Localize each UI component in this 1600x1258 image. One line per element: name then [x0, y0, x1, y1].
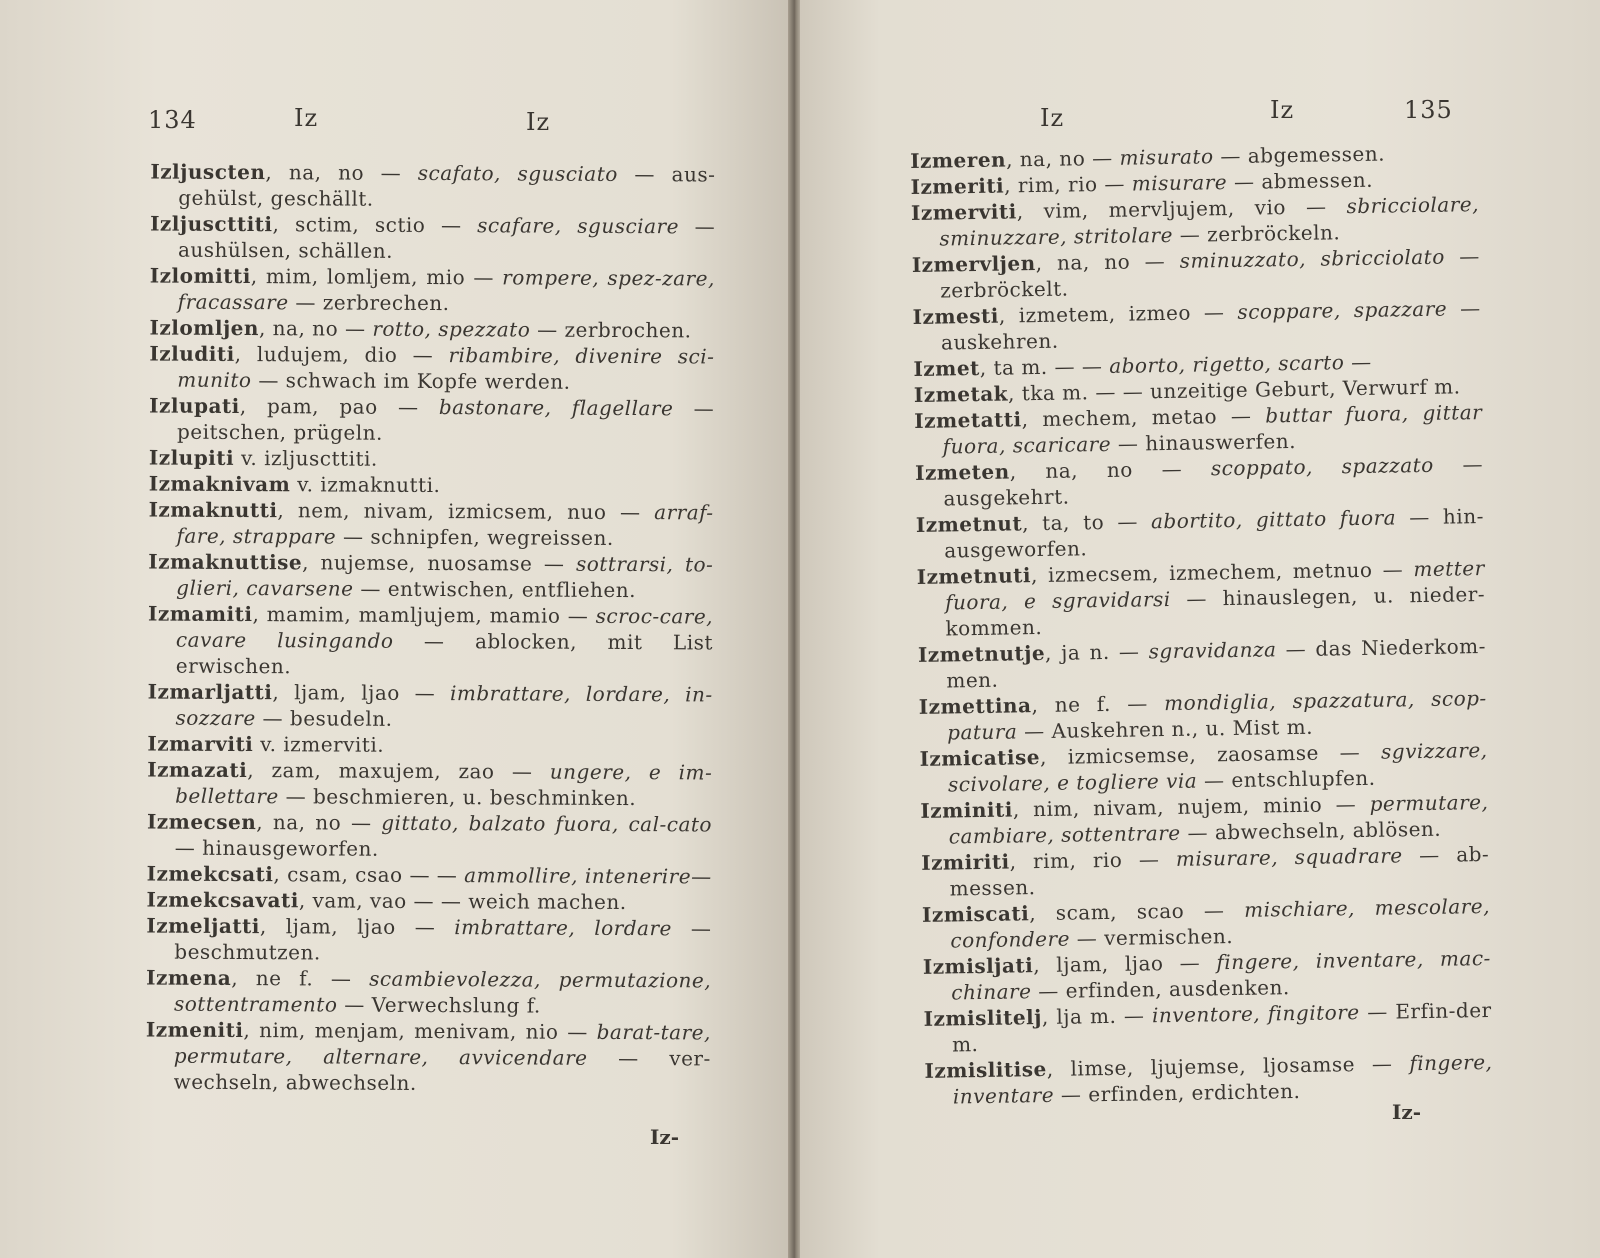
dictionary-entry — [146, 913, 711, 968]
entry-italian: ribambire, divenire sci-munito — [177, 343, 715, 393]
entry-italian: sminuzzato, sbricciolato — [1179, 244, 1445, 273]
entry-dash — [425, 213, 477, 237]
entry-forms: , izmetem, izmeo — [998, 300, 1192, 328]
dictionary-entry — [147, 809, 712, 864]
entry-dash — [465, 265, 502, 289]
entry-italian: scambievolezza, permutazione, sottentramento — [173, 966, 712, 1017]
entry-italian: arraf-fare, strappare — [176, 500, 714, 549]
entry-lemma: Izmiriti — [921, 849, 1010, 875]
entry-dash — [1116, 379, 1151, 404]
entry-italian: aborto, rigetto, scarto — — [1109, 349, 1372, 378]
running-head-left: Iz — [294, 104, 319, 132]
entry-german: besudeln. — [289, 706, 393, 731]
entry-dash — [256, 706, 290, 730]
entry-lemma: Izmekcsavati — [146, 887, 299, 913]
entry-german: entwischen, entfliehen. — [387, 576, 637, 603]
entry-dash — [1133, 456, 1212, 481]
entry-dash — [532, 552, 576, 576]
entry-forms: , na, no — [265, 160, 365, 185]
entry-forms: , nujemse, nuosamse — [302, 550, 533, 576]
running-head-right: Iz — [526, 108, 551, 136]
entry-italian: inventore, fingitore — [1151, 1000, 1360, 1028]
dictionary-entry — [148, 601, 713, 682]
entry-lemma: Izmeljatti — [146, 913, 260, 939]
entry-forms: , mim, lomljem, mio — [250, 264, 466, 290]
entry-italian: fingere, inventare, mac-chinare — [951, 945, 1491, 1005]
entry-dash — [1173, 222, 1208, 247]
entry-german: ablocken, mit List erwischen. — [175, 629, 713, 679]
entry-italian: metter fuora, e sgravidarsi — [944, 556, 1485, 615]
entry-german: das Niederkom-men. — [946, 634, 1487, 693]
entry-forms: , nem, nivam, izmicsem, nuo — [277, 498, 607, 524]
entry-german: peitschen, prügeln. — [176, 419, 383, 445]
entry-lemma: Izmervljen — [911, 251, 1036, 277]
entry-forms: , mechem, metao — [1021, 404, 1218, 432]
entry-forms: , mamim, mamljujem, mamio — [252, 602, 561, 628]
page-number: 134 — [148, 106, 197, 134]
entry-forms: , rim, rio — [1009, 847, 1123, 874]
entry-italian: gittato, balzato fuora, cal-cato — [381, 810, 713, 837]
entry-lemma: Izmislitelj — [923, 1005, 1043, 1031]
entry-italian: sgravidanza — [1148, 637, 1277, 664]
dictionary-entry — [148, 549, 713, 604]
entry-italian: rotto, spezzato — [372, 316, 531, 342]
entry-dash — [400, 681, 450, 705]
entry-german: zerbrochen. — [564, 317, 692, 343]
entry-lemma: Izmiscati — [921, 901, 1030, 927]
entry-italian: bastonare, flagellare — [438, 395, 674, 421]
entry-lemma: Izmeriti — [910, 173, 1005, 199]
dictionary-entry — [147, 861, 712, 890]
entry-forms: v. izmerviti. — [260, 732, 385, 757]
entry-forms: , sctim, sctio — [272, 212, 426, 237]
entry-german: hin-ausgeworfen. — [944, 504, 1485, 563]
right-page — [800, 0, 1600, 1258]
entry-lemma: Izmarljatti — [147, 679, 273, 705]
entry-italian: ammollire, intenerire— — [464, 863, 712, 889]
entry-forms: , csam, csao — — [273, 862, 431, 888]
entry-dash — [1217, 403, 1266, 428]
entry-german: erfinden, erdichten. — [1088, 1078, 1301, 1107]
entry-dash — [1213, 144, 1248, 169]
entry-forms: , vim, mervljujem, vio — [1016, 195, 1287, 224]
dictionary-entry — [149, 445, 714, 474]
dictionary-entry — [922, 893, 1491, 954]
entry-forms: , rim, rio — [1003, 172, 1098, 198]
entry-dash — [1122, 847, 1176, 872]
entry-german: entschlupfen. — [1231, 765, 1376, 793]
entry-forms: , pam, pao — [239, 393, 378, 419]
entry-forms: , ja n. — [1044, 639, 1110, 665]
entry-lemma: Izlupiti — [148, 445, 235, 470]
entry-german: hinauswerfen. — [1145, 428, 1297, 456]
entry-dash — [672, 916, 712, 940]
entry-forms: , ljam, ljao — [1033, 951, 1164, 978]
entry-lemma: Izmesti — [912, 303, 1000, 329]
entry-list — [910, 139, 1493, 1110]
entry-dash — [364, 161, 418, 185]
dictionary-entry — [147, 731, 712, 760]
entry-forms: , ludujem, dio — [234, 341, 398, 367]
entry-german: schnipfen, wegreissen. — [370, 524, 614, 550]
entry-forms: , ta m. — — [979, 354, 1076, 380]
entry-dash — [1180, 820, 1215, 845]
dictionary-entry — [150, 263, 715, 318]
entry-dash — [1191, 300, 1238, 325]
catchword: Iz- — [1392, 1100, 1422, 1124]
entry-dash — [251, 368, 285, 392]
entry-german: hinausgeworfen. — [202, 835, 379, 861]
entry-italian: barat-tare, permutare, alternare, avvicendare — [173, 1019, 711, 1070]
entry-dash — [1445, 244, 1480, 269]
entry-dash — [1402, 843, 1456, 868]
dictionary-entry — [915, 451, 1484, 512]
dictionary-entry — [146, 965, 711, 1020]
dictionary-entry — [148, 497, 713, 552]
entry-dash — [1116, 1003, 1152, 1028]
entry-dash — [673, 396, 714, 420]
entry-lemma: Izmettina — [918, 693, 1032, 719]
entry-lemma: Izmaknivam — [148, 471, 291, 497]
entry-dash — [1097, 172, 1132, 197]
catchword: Iz- — [650, 1125, 680, 1149]
entry-lemma: Izmetatti — [914, 407, 1022, 433]
entry-german: erfinden, ausdenken. — [1065, 975, 1290, 1003]
entry-german: zerbröckelt. — [940, 276, 1069, 303]
entry-lemma: Izmet — [913, 355, 980, 381]
entry-lemma: Izmecsen — [146, 809, 257, 835]
entry-forms: , nim, nivam, nujem, minio — [1012, 792, 1323, 822]
dictionary-entry — [923, 945, 1492, 1006]
entry-dash — [1070, 926, 1105, 951]
entry-dash — [1075, 354, 1110, 379]
entry-german: Auskehren n., u. Mist m. — [1051, 714, 1314, 743]
entry-forms: , na, no — [1005, 146, 1086, 172]
entry-lemma: Izlupati — [149, 393, 240, 418]
entry-forms: , zam, maxujem, zao — [247, 758, 495, 784]
entry-italian: scafato, sgusciato — [417, 160, 618, 186]
entry-forms: , izmecsem, izmechem, metnuo — [1030, 557, 1373, 588]
entry-lemma: Izljuscten — [150, 159, 266, 185]
entry-dash — [1111, 691, 1165, 716]
entry-italian: scoppato, spazzato — [1210, 452, 1434, 481]
entry-dash — [1286, 194, 1347, 219]
dictionary-entry — [912, 243, 1481, 304]
entry-dash — [494, 759, 549, 783]
entry-lemma: Izlomljen — [149, 315, 260, 341]
page-number: 135 — [1404, 96, 1453, 124]
entry-dash — [337, 993, 371, 1017]
entry-dash — [679, 214, 715, 238]
entry-dash — [1171, 586, 1223, 611]
entry-german: abmessen. — [1261, 167, 1374, 194]
entry-dash — [530, 318, 564, 342]
entry-german: hinauslegen, u. nieder-kommen. — [945, 582, 1486, 641]
entry-dash — [289, 290, 323, 314]
running-head-left: Iz — [1040, 104, 1065, 132]
entry-forms: , na, no — [256, 810, 342, 835]
entry-german: beschmutzen. — [174, 939, 321, 965]
entry-dash — [606, 500, 654, 524]
dictionary-entry — [921, 841, 1490, 902]
entry-dash — [279, 784, 313, 808]
entry-italian: permutare, cambiare, sottentrare — [948, 789, 1489, 849]
entry-lemma: Izmetnuti — [916, 563, 1032, 589]
entry-italian: imbrattare, lordare, in-sozzare — [175, 681, 713, 731]
entry-forms: , limse, ljujemse, ljosamse — [1046, 1052, 1356, 1081]
entry-lemma: Izmeniti — [145, 1017, 244, 1043]
entry-dash — [378, 395, 439, 419]
entry-german: weich machen. — [468, 889, 627, 915]
entry-lemma: Izljuscttiti — [150, 211, 273, 237]
left-page — [0, 0, 790, 1258]
dictionary-entry — [917, 555, 1486, 642]
entry-dash — [1396, 505, 1443, 530]
entry-lemma: Izmicatise — [919, 745, 1041, 771]
entry-dash — [1276, 637, 1315, 662]
entry-german: auskehren. — [940, 328, 1059, 355]
entry-forms: , na, no — [258, 316, 339, 341]
entry-lemma: Izmerviti — [910, 199, 1017, 225]
entry-forms: , tka m. — — [1007, 379, 1117, 406]
entry-lemma: Izmaknuttise — [148, 549, 303, 575]
dictionary-entry — [149, 341, 714, 396]
entry-lemma: Izmetak — [913, 381, 1009, 407]
entry-italian: scroc-care, cavare lusingando — [175, 603, 714, 653]
entry-italian: scafare, sgusciare — [477, 213, 680, 239]
entry-dash — [1110, 639, 1149, 664]
dictionary-entry — [149, 393, 714, 448]
entry-italian: sbricciolare, sminuzzare, stritolare — [939, 192, 1480, 251]
entry-dash — [1359, 999, 1395, 1024]
entry-dash — [1227, 169, 1262, 194]
entry-dash — [338, 317, 372, 341]
dictionary-entry — [147, 679, 712, 734]
dictionary-entry — [146, 1017, 711, 1098]
entry-lemma: Izmetnut — [915, 511, 1023, 537]
entry-dash — [1372, 557, 1413, 582]
entry-dash — [1085, 146, 1120, 171]
entry-lemma: Izmislitise — [924, 1056, 1047, 1083]
entry-german: Verwechslung f. — [371, 992, 541, 1018]
entry-forms: , ljam, ljao — [259, 914, 396, 939]
entry-lemma: Izluditi — [149, 341, 235, 366]
entry-dash — [1104, 509, 1151, 534]
entry-italian: sgvizzare, scivolare, e togliere via — [947, 738, 1488, 797]
dictionary-entry — [914, 399, 1483, 460]
dictionary-entry — [147, 757, 712, 812]
entry-forms: , lja m. — [1041, 1003, 1117, 1030]
entry-dash — [1130, 249, 1180, 274]
entry-lemma: Izmaknutti — [148, 497, 278, 523]
entry-italian: abortito, gittato fuora — [1150, 505, 1397, 534]
entry-german: zerbrechen. — [322, 290, 450, 316]
entry-dash — [1111, 431, 1146, 456]
entry-german: Erfin-der m. — [951, 997, 1492, 1057]
dictionary-entry — [920, 789, 1489, 850]
entry-dash — [430, 863, 464, 887]
entry-dash — [1197, 768, 1232, 793]
dictionary-entry — [147, 887, 712, 916]
entry-forms: , izmicsemse, zaosamse — [1039, 740, 1320, 770]
entry-forms: , scam, scao — [1029, 898, 1185, 926]
dictionary-entry — [912, 295, 1481, 356]
entry-dash — [397, 343, 448, 367]
entry-dash — [1355, 1051, 1410, 1076]
entry-lemma: Izmamiti — [148, 601, 253, 627]
dictionary-entry — [150, 159, 715, 214]
dictionary-entry — [916, 503, 1485, 564]
entry-italian: misurare — [1131, 170, 1228, 196]
entry-german: zerbröckeln. — [1206, 220, 1341, 247]
entry-german: unzeitige Geburt, Verwurf m. — [1149, 374, 1461, 404]
dictionary-entry — [149, 471, 714, 500]
entry-dash — [618, 162, 672, 186]
entry-lemma: Izmekcsati — [146, 861, 274, 887]
entry-dash — [558, 1020, 596, 1044]
entry-lemma: Izmena — [146, 965, 232, 990]
entry-german: abgemessen. — [1247, 141, 1386, 168]
entry-dash — [434, 889, 468, 913]
entry-lemma: Izmisljati — [922, 953, 1034, 979]
entry-italian: scoppare, spazzare — [1237, 296, 1448, 324]
entry-italian: mondiglia, spazzatura, scop-patura — [946, 686, 1487, 745]
entry-dash — [1447, 296, 1481, 321]
dictionary-entry — [911, 191, 1480, 252]
entry-forms: , na, no — [1009, 457, 1133, 484]
entry-dash — [1434, 452, 1484, 477]
entry-german: aus-gehülst, geschällt. — [178, 162, 716, 211]
entry-lemma: Izmetnutje — [917, 640, 1046, 667]
entry-dash — [396, 915, 455, 939]
entry-dash — [587, 1046, 669, 1070]
entry-lemma: Izmarviti — [147, 731, 254, 757]
entry-forms: , na, no — [1035, 249, 1131, 276]
entry-german: vermischen. — [1103, 924, 1234, 951]
dictionary-entry — [919, 737, 1488, 798]
entry-dash — [1054, 1082, 1089, 1107]
entry-italian: sottrarsi, to-glieri, cavarsene — [176, 551, 714, 601]
entry-forms: , ne f. — [231, 965, 314, 991]
dictionary-entry — [150, 315, 715, 344]
entry-forms: , nim, menjam, menivam, nio — [243, 1018, 559, 1044]
entry-italian: misurato — [1119, 144, 1214, 170]
entry-dash — [1184, 898, 1244, 923]
entry-forms: v. izljuscttiti. — [240, 446, 378, 471]
entry-german: ausgekehrt. — [943, 484, 1070, 511]
entry-italian: mischiare, mescolare, confondere — [950, 893, 1491, 953]
entry-dash — [560, 604, 595, 628]
entry-forms: , ne f. — [1031, 691, 1112, 718]
entry-forms: v. izmaknutti. — [297, 472, 441, 498]
dictionary-entry — [918, 633, 1487, 694]
entry-forms: , vam, vao — — [298, 888, 435, 914]
entry-lemma: Izmeten — [914, 459, 1010, 485]
entry-dash — [1322, 792, 1370, 817]
entry-dash — [313, 966, 369, 990]
entry-italian: misurare, squadrare — [1175, 843, 1403, 871]
entry-lemma: Izlomitti — [149, 263, 251, 289]
entry-dash — [393, 629, 475, 653]
dictionary-entry — [150, 211, 715, 266]
entry-german: beschmieren, u. beschminken. — [312, 784, 637, 811]
entry-italian: ungere, e im-bellettare — [175, 759, 713, 809]
entry-german: aushülsen, schällen. — [177, 237, 394, 263]
entry-german: ab-messen. — [949, 841, 1490, 901]
entry-italian: imbrattare, lordare — [454, 915, 672, 941]
entry-italian: fingere, inventare — [952, 1049, 1493, 1109]
entry-italian: rompere, spez-zare, fracassare — [177, 265, 715, 315]
entry-italian: buttar fuora, gittar fuora, scaricare — [942, 400, 1483, 459]
entry-dash — [341, 811, 381, 835]
entry-dash — [1163, 950, 1216, 975]
entry-german: ver-wechseln, abwechseln. — [173, 1046, 711, 1095]
entry-lemma: Izmeren — [910, 147, 1007, 173]
dictionary-entry — [923, 997, 1492, 1058]
entry-dash — [336, 525, 370, 549]
entry-lemma: Izminiti — [920, 797, 1014, 823]
entry-forms: , ta, to — [1021, 509, 1105, 536]
entry-list — [146, 159, 716, 1098]
entry-lemma: Izmazati — [147, 757, 248, 783]
entry-dash — [1031, 979, 1066, 1004]
entry-forms: , ljam, ljao — [272, 680, 400, 705]
entry-dash — [1017, 719, 1052, 744]
entry-german: abwechseln, ablösen. — [1214, 816, 1442, 845]
entry-dash — [1319, 740, 1382, 765]
entry-german: schwach im Kopfe werden. — [285, 368, 571, 394]
dictionary-entry — [919, 685, 1488, 746]
entry-dash — [353, 577, 387, 601]
running-head-right: Iz — [1270, 96, 1295, 124]
